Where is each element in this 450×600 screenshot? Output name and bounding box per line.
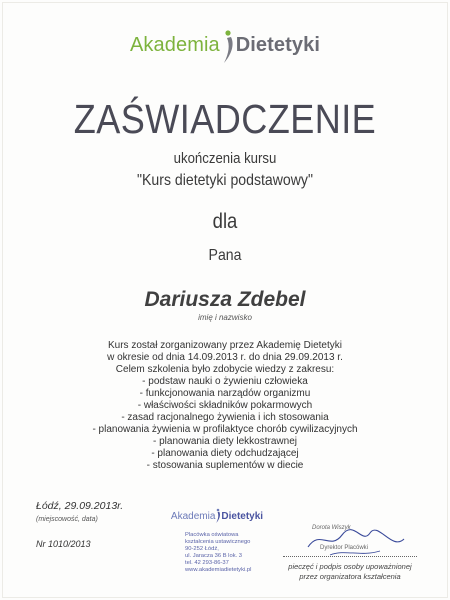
stamp-line: ul. Jaracza 36 B lok. 3 bbox=[185, 553, 243, 559]
topic-item: - planowania diety lekkostrawnej bbox=[153, 436, 297, 447]
for-label: dla bbox=[212, 210, 238, 233]
logo-swash-icon bbox=[221, 29, 235, 65]
salutation: Pana bbox=[208, 247, 242, 264]
logo-text-akademia: Akademia bbox=[129, 33, 220, 56]
signatory-name: Dorota Wiszyk bbox=[312, 525, 351, 531]
course-description bbox=[0, 340, 450, 472]
topic-item: - właściwości składników pokarmowych bbox=[137, 400, 313, 411]
stamp-line: 90-252 Łódź, bbox=[185, 546, 219, 552]
signature-caption bbox=[270, 562, 430, 582]
topic-item: - funkcjonowania narządów organizmu bbox=[139, 388, 311, 399]
logo-text-dietetyki: Dietetyki bbox=[235, 33, 321, 56]
stamp-logo-dietetyki: Dietetyki bbox=[221, 510, 264, 522]
stamp-address bbox=[185, 532, 283, 574]
body-line: Celem szkolenia było zdobycie wiedzy z zakresu: bbox=[115, 364, 335, 375]
signatory-role: Dyrektor Placówki bbox=[320, 545, 369, 551]
place-date-caption: (miejscowość, data) bbox=[36, 516, 98, 523]
logo bbox=[0, 27, 450, 63]
stamp-line: kształcenia ustawicznego bbox=[185, 539, 251, 545]
course-name: "Kurs dietetyki podstawowy" bbox=[137, 172, 313, 189]
topic-item: - podstaw nauki o żywieniu człowieka bbox=[142, 376, 308, 387]
completion-line: ukończenia kursu bbox=[173, 150, 277, 167]
recipient-name: Dariusza Zdebel bbox=[144, 288, 306, 311]
body-line: w okresie od dnia 14.09.2013 r. do dnia 29.09.2013 r. bbox=[107, 352, 343, 363]
stamp-line: tel. 42 293-86-37 bbox=[185, 560, 229, 566]
topic-item: - stosowania suplementów w diecie bbox=[146, 460, 304, 471]
certificate-title: ZAŚWIADCZENIE bbox=[73, 96, 377, 142]
stamp-line: www.akademiadietetyki.pl bbox=[185, 567, 252, 573]
place-date: Łódź, 29.09.2013r. bbox=[36, 500, 124, 512]
stamp-logo bbox=[151, 508, 283, 524]
signature-caption-line1: pieczęć i podpis osoby upoważnionej bbox=[288, 562, 412, 571]
signature-line bbox=[283, 556, 417, 557]
body-line: Kurs został zorganizowany przez Akademię Dietetyki bbox=[108, 340, 342, 351]
topic-item: - zasad racjonalnego żywienia i ich stosowania bbox=[121, 412, 329, 423]
stamp-logo-akademia: Akademia bbox=[170, 510, 216, 522]
recipient-name-caption: imię i nazwisko bbox=[198, 313, 252, 322]
topic-item: - planowania diety odchudzającej bbox=[151, 448, 299, 459]
topic-item: - planowania żywienia w profilaktyce chorób cywilizacyjnych bbox=[92, 424, 358, 435]
signature-caption-line2: przez organizatora kształcenia bbox=[299, 572, 401, 581]
organization-stamp bbox=[151, 508, 283, 574]
certificate-number: Nr 1010/2013 bbox=[36, 539, 91, 549]
stamp-line: Placówka oświatowa bbox=[185, 532, 239, 538]
